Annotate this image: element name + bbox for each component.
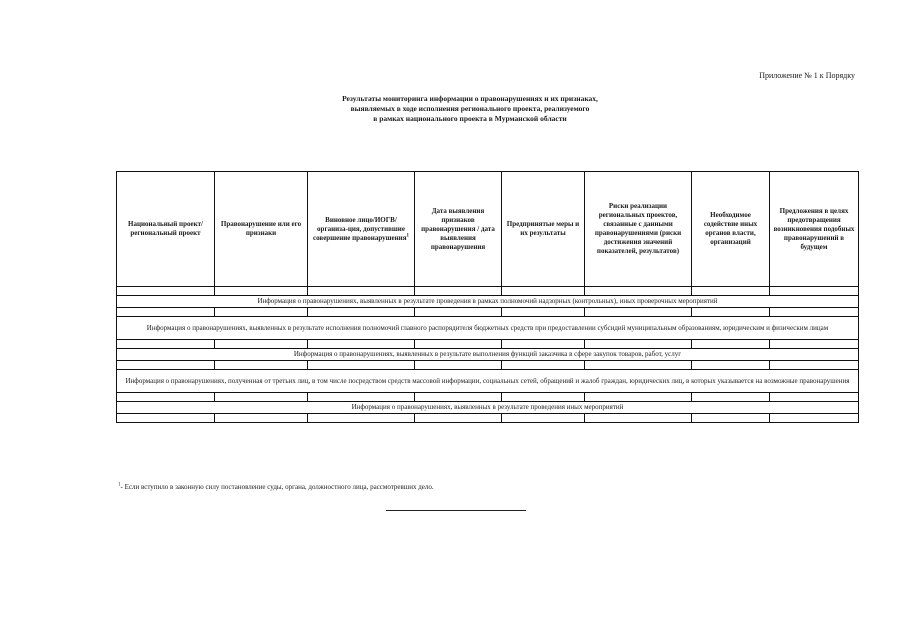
header-cell: Дата выявления признаков правонарушения / дата выявления правонарушения <box>415 172 502 287</box>
divider-line <box>386 510 526 511</box>
section-heading: Информация о правонарушениях, выявленных в результате проведения в рамках полномочий надзорных (контрольных), иных проверочных мероприятий <box>117 296 859 308</box>
section-heading: Информация о правонарушениях, выявленных в результате исполнения полномочий главного распорядителя бюджетных средств при предоставлении субсидий муниципальным образованиям, юридическим и физическим лицам <box>117 317 859 340</box>
header-text: Виновное лицо/ИОГВ/организа-ция, допустившие совершение правонарушения <box>312 215 407 242</box>
title-line: Результаты мониторинга информации о правонарушениях и их признаках, <box>342 94 598 103</box>
footnote-text: - Если вступило в законную силу постановление суды, органа, должностного лица, рассмотревших дело. <box>120 483 434 491</box>
section-row <box>117 349 859 361</box>
document-title <box>240 94 700 124</box>
table-row <box>117 340 859 349</box>
header-cell <box>308 172 415 287</box>
footnote-ref: 1 <box>406 233 409 239</box>
header-cell: Национальный проект/региональный проект <box>117 172 215 287</box>
appendix-label: Приложение № 1 к Порядку <box>759 71 855 80</box>
table-row <box>117 414 859 423</box>
section-row <box>117 370 859 393</box>
footnote-mark: 1 <box>118 482 121 488</box>
table-row <box>117 308 859 317</box>
header-cell: Правонарушение или его признаки <box>215 172 308 287</box>
table-row <box>117 361 859 370</box>
section-row <box>117 296 859 308</box>
header-cell: Предпринятые меры и их результаты <box>502 172 585 287</box>
header-cell: Риски реализации региональных проектов, связанные с данными правонарушениями (риски достижения значений показателей, результатов) <box>585 172 692 287</box>
table-header-row <box>117 172 859 287</box>
section-heading: Информация о правонарушениях, выявленных в результате выполнения функций заказчика в сфере закупок товаров, работ, услуг <box>117 349 859 361</box>
section-heading: Информация о правонарушениях, полученная от третьих лиц, в том числе посредством средств массовой информации, социальных сетей, обращений и жалоб граждан, юридических лиц, в которых указывается на возможные правонарушения <box>117 370 859 393</box>
table-row <box>117 393 859 402</box>
section-heading: Информация о правонарушениях, выявленных в результате проведения иных мероприятий <box>117 402 859 414</box>
header-cell: Необходимое содействие иных органов власти, организаций <box>692 172 770 287</box>
monitoring-table <box>116 171 859 423</box>
table-row <box>117 287 859 296</box>
footnote <box>118 483 434 491</box>
title-line: выявляемых в ходе исполнения регионального проекта, реализуемого <box>350 104 590 113</box>
section-row <box>117 317 859 340</box>
title-line: в рамках национального проекта в Мурманской области <box>373 114 567 123</box>
header-cell: Предложения в целях предотвращения возникновения подобных правонарушений в будущем <box>770 172 859 287</box>
section-row <box>117 402 859 414</box>
